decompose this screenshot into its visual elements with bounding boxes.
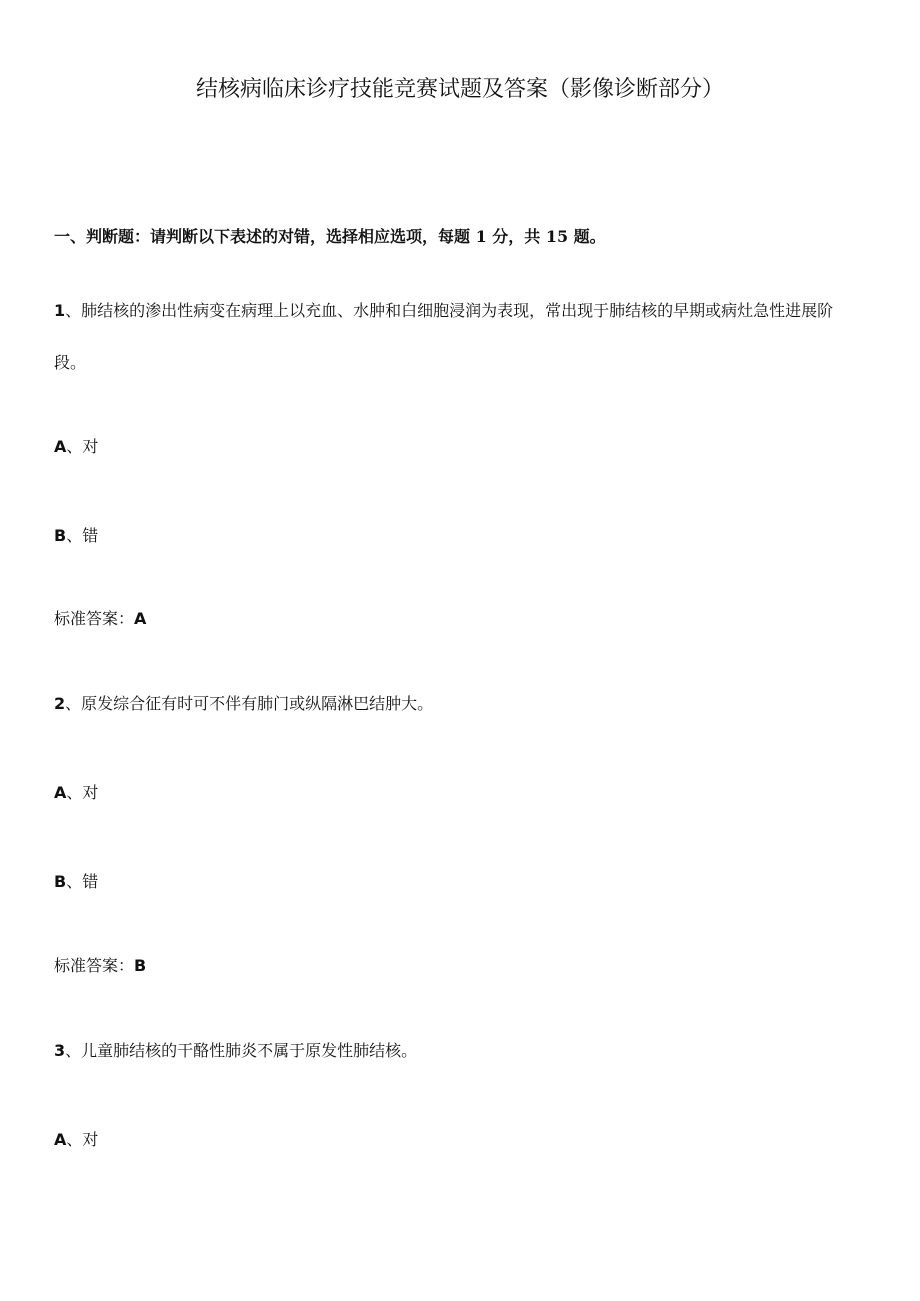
question-separator: 、 [65, 694, 82, 713]
question-number: 3 [54, 1041, 66, 1060]
option-letter: A [54, 1130, 67, 1149]
option-text: 对 [82, 783, 99, 802]
answer-value: A [134, 609, 147, 628]
answer-value: B [134, 956, 147, 975]
option-b[interactable] [54, 869, 98, 892]
question-3 [54, 1038, 417, 1061]
option-b[interactable] [54, 523, 98, 546]
option-separator: 、 [66, 437, 83, 456]
question-separator: 、 [65, 301, 82, 320]
document-title: 结核病临床诊疗技能竞赛试题及答案（影像诊断部分） [195, 77, 724, 102]
section-heading: 一、判断题：请判断以下表述的对错，选择相应选项，每题 1 分，共 15 题。 [54, 227, 606, 246]
answer-label: 标准答案： [54, 956, 135, 975]
option-letter: A [54, 437, 67, 456]
question-number: 1 [54, 301, 66, 320]
answer-label: 标准答案： [54, 609, 135, 628]
option-letter: B [54, 526, 67, 545]
question-text: 原发综合征有时可不伴有肺门或纵隔淋巴结肿大。 [81, 694, 434, 713]
question-text: 肺结核的渗出性病变在病理上以充血、水肿和白细胞浸润为表现，常出现于肺结核的早期或病灶急性进展阶段。 [54, 301, 834, 372]
option-a[interactable] [54, 780, 98, 803]
option-separator: 、 [66, 872, 83, 891]
question-number: 2 [54, 694, 66, 713]
option-separator: 、 [66, 783, 83, 802]
option-text: 错 [82, 526, 99, 545]
answer-line [54, 606, 146, 629]
option-a[interactable] [54, 1127, 98, 1150]
question-2 [54, 691, 433, 714]
answer-line [54, 953, 146, 976]
option-letter: B [54, 872, 67, 891]
option-text: 对 [82, 437, 99, 456]
option-letter: A [54, 783, 67, 802]
option-separator: 、 [66, 526, 83, 545]
option-separator: 、 [66, 1130, 83, 1149]
option-text: 错 [82, 872, 99, 891]
option-a[interactable] [54, 434, 98, 457]
option-text: 对 [82, 1130, 99, 1149]
question-1 [54, 285, 864, 389]
question-separator: 、 [65, 1041, 82, 1060]
question-text: 儿童肺结核的干酪性肺炎不属于原发性肺结核。 [81, 1041, 418, 1060]
